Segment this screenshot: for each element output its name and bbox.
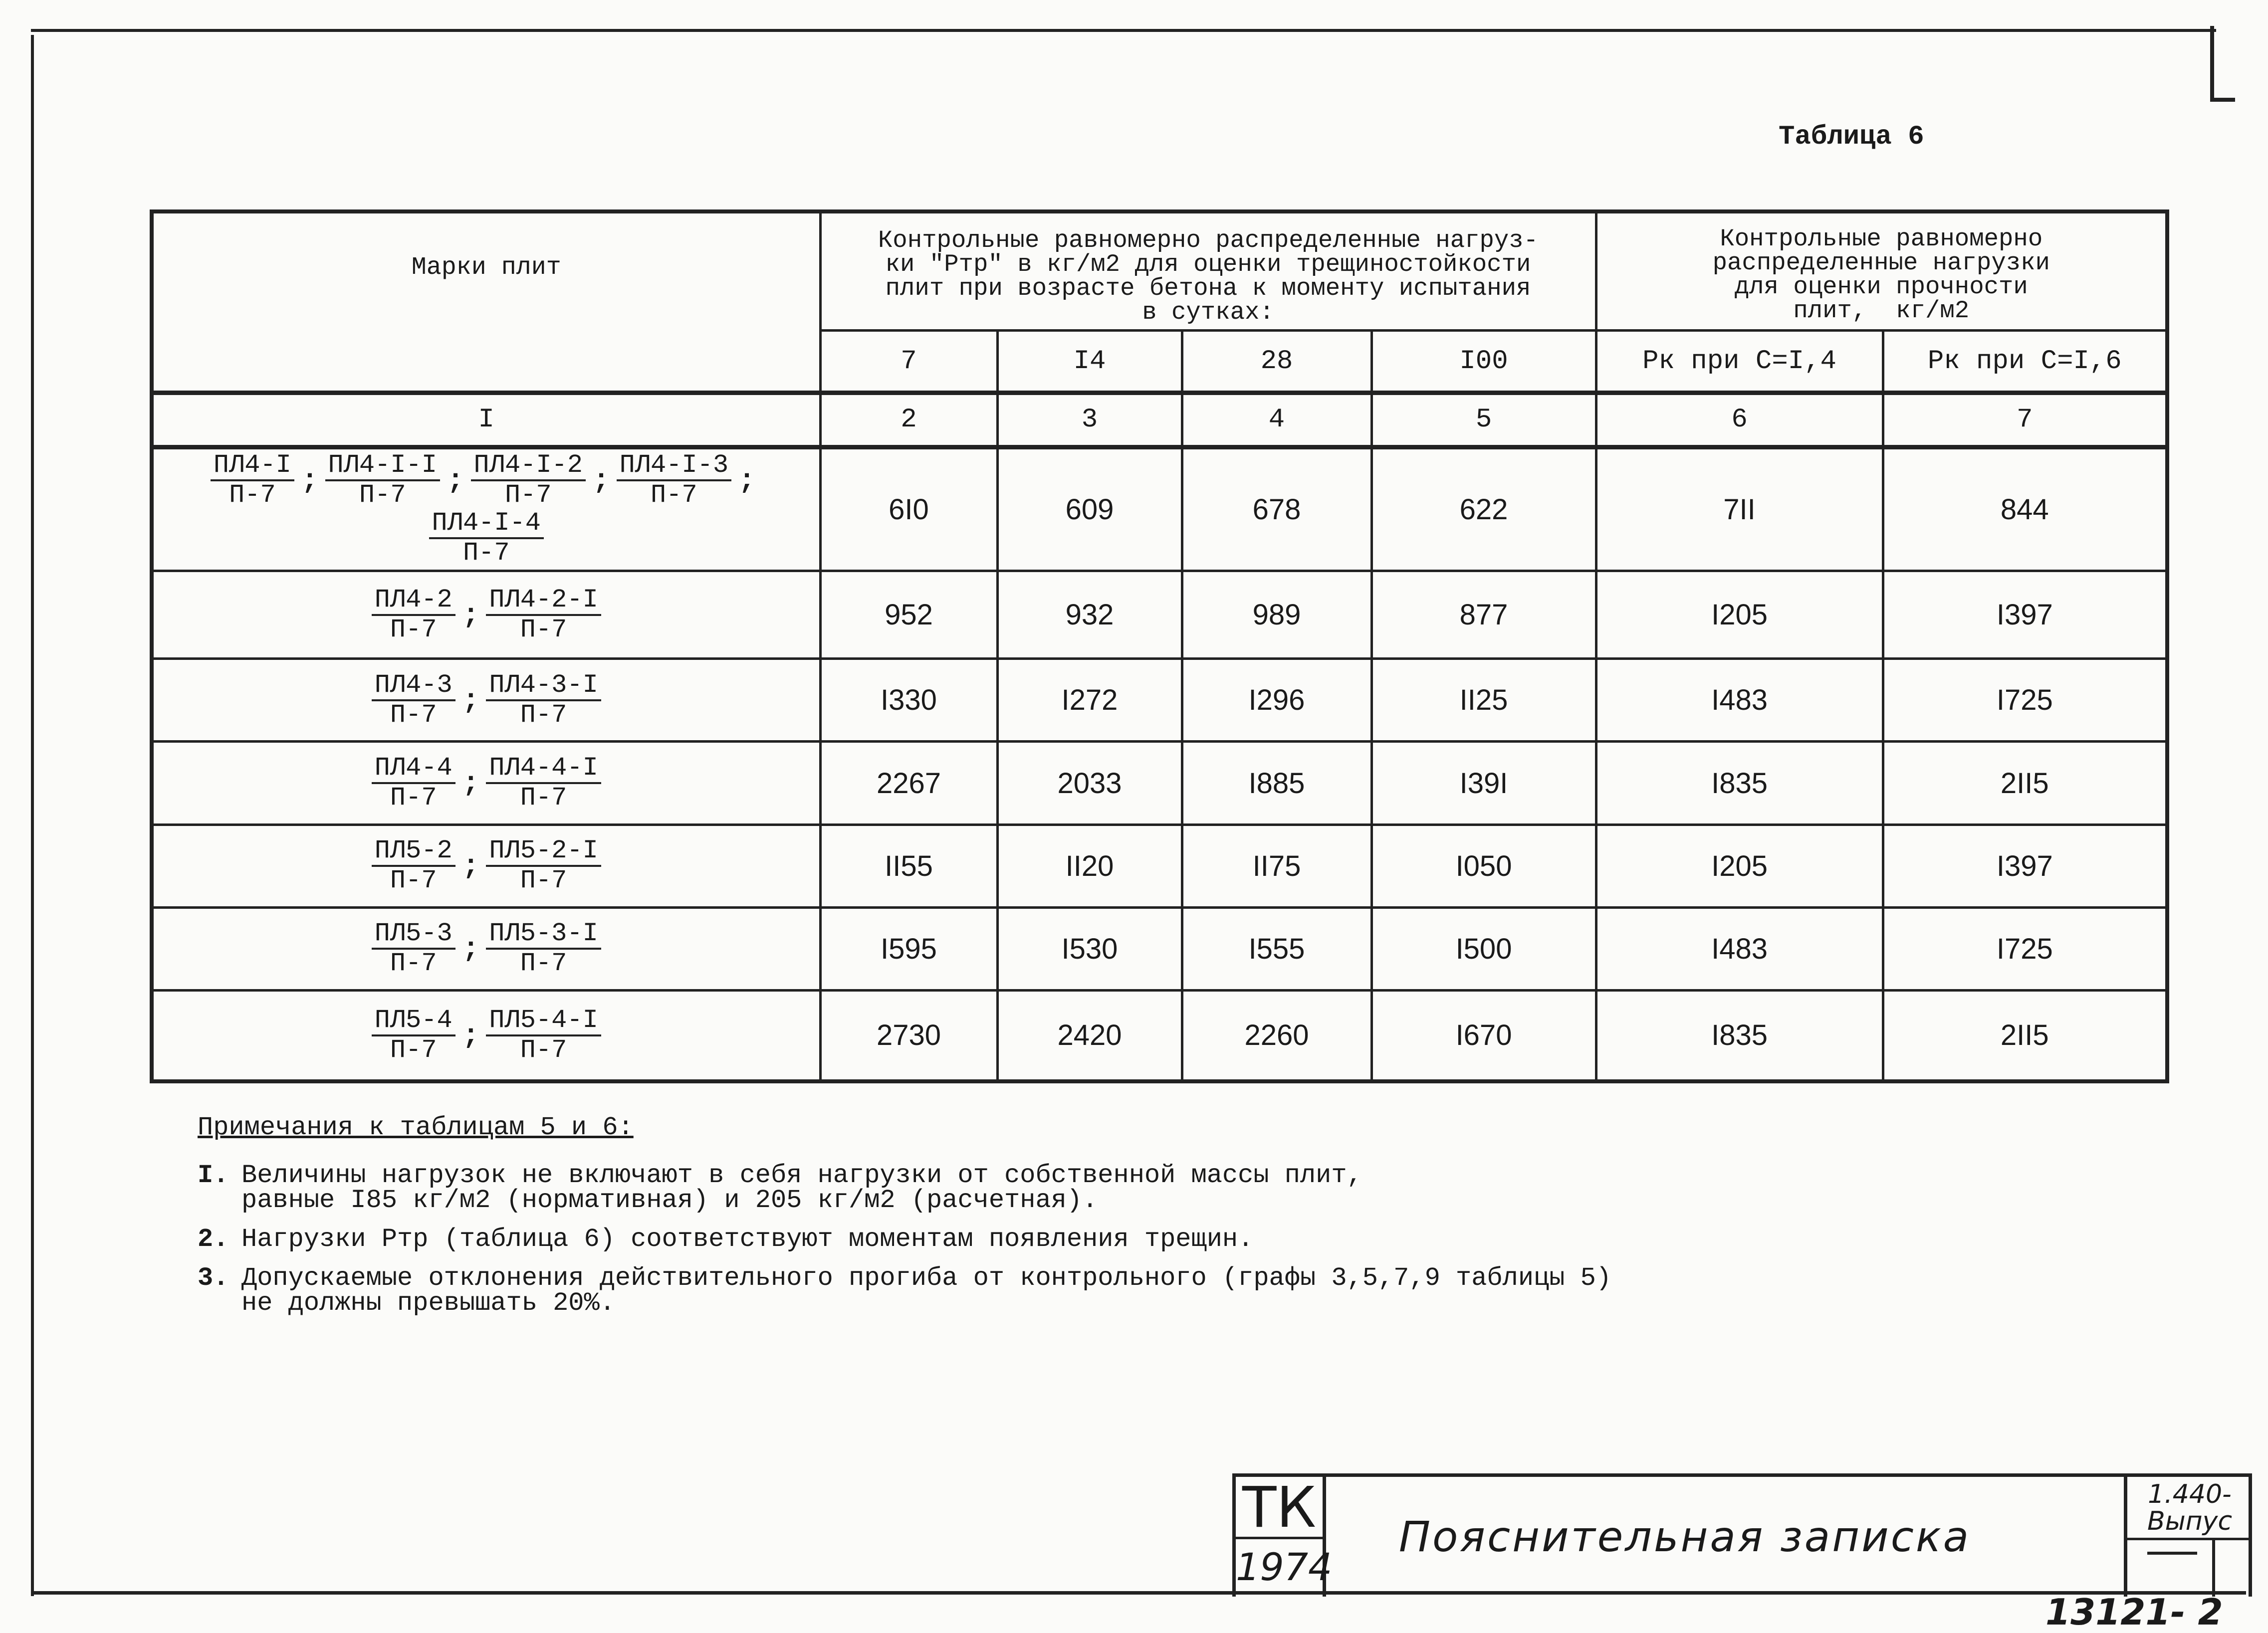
column-number: 2	[820, 393, 997, 447]
load-value: 952	[820, 571, 997, 658]
brand-fraction	[429, 509, 544, 567]
load-value: 2267	[820, 742, 997, 824]
load-value: 2420	[997, 990, 1182, 1081]
load-value: 678	[1182, 447, 1371, 571]
load-value: 6I0	[820, 447, 997, 571]
corner-mark	[2210, 26, 2214, 102]
load-value: I330	[820, 659, 997, 742]
load-value: 2730	[820, 990, 997, 1081]
brand-mark: ПЛ4-2	[372, 586, 455, 616]
load-value: I835	[1596, 742, 1883, 824]
brand-cell	[152, 907, 820, 990]
brand-cell	[152, 742, 820, 824]
series-divider	[2127, 1538, 2252, 1540]
table-row	[152, 447, 2167, 571]
brand-fraction	[471, 451, 586, 509]
frame-top-line	[31, 29, 2216, 32]
note-item	[198, 1163, 1611, 1213]
note-text: Нагрузки Ртр (таблица 6) соответствуют моментам появления трещин.	[241, 1225, 1254, 1254]
column-number: 6	[1596, 393, 1883, 447]
load-value: I296	[1182, 659, 1371, 742]
load-value: I050	[1371, 824, 1596, 907]
load-value: 2033	[997, 742, 1182, 824]
load-value: II55	[820, 824, 997, 907]
brand-fraction	[372, 837, 455, 895]
brand-series: П-7	[359, 480, 406, 510]
header-pk-c14: Рк при С=I,4	[1596, 331, 1883, 393]
brand-mark: ПЛ5-3-I	[486, 920, 601, 950]
table-row	[152, 824, 2167, 907]
header-pk-c16: Рк при С=I,6	[1883, 331, 2167, 393]
load-value: I725	[1883, 659, 2167, 742]
brand-mark: ПЛ4-I-3	[617, 451, 731, 481]
brand-mark: ПЛ4-2-I	[486, 586, 601, 616]
brand-mark: ПЛ4-I	[211, 451, 294, 481]
sheet-divider	[2212, 1539, 2215, 1597]
archive-number: 13121- 2	[2045, 1591, 2223, 1633]
table-row	[152, 571, 2167, 658]
brand-fraction	[486, 837, 601, 895]
load-value: II20	[997, 824, 1182, 907]
table-row	[152, 742, 2167, 824]
brand-series: П-7	[520, 866, 567, 896]
header-crack-resistance: Контрольные равномерно распределенные нагруз- ки "Ртр" в кг/м2 для оценки трещиностойкости плит при возрасте бетона к моменту испытания в сутках:	[820, 211, 1596, 331]
column-number: 3	[997, 393, 1182, 447]
brand-fraction	[372, 920, 455, 978]
brand-mark: ПЛ4-I-2	[471, 451, 586, 481]
title-block-series	[2124, 1477, 2252, 1597]
notes-title: Примечания к таблицам 5 и 6:	[198, 1113, 634, 1142]
brand-series: П-7	[390, 783, 437, 813]
brand-series: П-7	[520, 949, 567, 979]
title-block	[1232, 1473, 2252, 1597]
brand-fraction	[372, 1007, 455, 1064]
load-value: I272	[997, 659, 1182, 742]
brand-cell	[152, 447, 820, 571]
load-value: 989	[1182, 571, 1371, 658]
load-value: II75	[1182, 824, 1371, 907]
load-value: I835	[1596, 990, 1883, 1081]
brand-series: П-7	[462, 538, 510, 568]
stamp-org: ТК	[1236, 1477, 1323, 1539]
stamp-series: 1.440- Выпус	[2147, 1479, 2233, 1536]
brand-cell	[152, 990, 820, 1081]
load-value: 877	[1371, 571, 1596, 658]
notes-section	[198, 1115, 1611, 1330]
column-number: 7	[1883, 393, 2167, 447]
brand-fraction	[486, 754, 601, 812]
brand-fraction	[486, 920, 601, 978]
brand-mark: ПЛ4-I-I	[325, 451, 440, 481]
load-value: I555	[1182, 907, 1371, 990]
load-value: I483	[1596, 907, 1883, 990]
brand-fraction	[211, 451, 294, 509]
load-value: 844	[1883, 447, 2167, 571]
table-row	[152, 907, 2167, 990]
brand-series: П-7	[390, 949, 437, 979]
brand-separator: ;	[462, 767, 479, 800]
brand-cell	[152, 571, 820, 658]
brand-series: П-7	[504, 480, 552, 510]
brand-series: П-7	[520, 700, 567, 730]
brand-mark: ПЛ4-4-I	[486, 754, 601, 784]
load-value: I885	[1182, 742, 1371, 824]
load-value: 2II5	[1883, 742, 2167, 824]
note-number: 3.	[198, 1263, 229, 1293]
load-value: 932	[997, 571, 1182, 658]
brand-series: П-7	[520, 614, 567, 644]
brand-separator: ;	[462, 684, 479, 716]
brand-separator: ;	[738, 464, 755, 497]
brand-fraction	[372, 754, 455, 812]
load-value: I205	[1596, 571, 1883, 658]
stamp-document-name: Пояснительная записка	[1398, 1512, 1971, 1561]
load-value: I670	[1371, 990, 1596, 1081]
column-number: 4	[1182, 393, 1371, 447]
note-number: 2.	[198, 1225, 229, 1254]
brand-fraction	[486, 586, 601, 644]
note-text: Допускаемые отклонения действительного прогиба от контрольного (графы 3,5,7,9 таблицы 5) не должны превышать 20%.	[241, 1263, 1612, 1318]
brand-series: П-7	[390, 614, 437, 644]
brand-mark: ПЛ4-4	[372, 754, 455, 784]
sheet-dash	[2147, 1552, 2197, 1555]
header-age-28: 28	[1182, 331, 1371, 393]
brand-series: П-7	[651, 480, 697, 510]
brand-series: П-7	[390, 1035, 437, 1065]
column-numbers-row	[152, 393, 2167, 447]
column-number: I	[152, 393, 820, 447]
load-value: I725	[1883, 907, 2167, 990]
header-strength: Контрольные равномерно распределенные нагрузки для оценки прочности плит, кг/м2	[1596, 211, 2167, 331]
load-value: 2260	[1182, 990, 1371, 1081]
header-age-7: 7	[820, 331, 997, 393]
load-value: I397	[1883, 824, 2167, 907]
brand-mark: ПЛ4-3	[372, 671, 455, 701]
frame-left-line	[31, 35, 34, 1596]
title-block-code	[1236, 1475, 1333, 1597]
brand-series: П-7	[520, 783, 567, 813]
brand-mark: ПЛ4-I-4	[429, 509, 544, 539]
load-value: I483	[1596, 659, 1883, 742]
note-item	[198, 1263, 1612, 1318]
load-value: 622	[1371, 447, 1596, 571]
brand-mark: ПЛ5-2-I	[486, 837, 601, 867]
header-brands: Марки плит	[152, 211, 820, 393]
note-item	[198, 1227, 1611, 1252]
brand-separator: ;	[592, 464, 610, 497]
brand-fraction	[372, 671, 455, 729]
brand-fraction	[486, 1007, 601, 1064]
brand-fraction	[372, 586, 455, 644]
load-value: I500	[1371, 907, 1596, 990]
header-age-100: I00	[1371, 331, 1596, 393]
brand-cell	[152, 659, 820, 742]
brand-separator: ;	[462, 1019, 479, 1051]
table-row	[152, 659, 2167, 742]
brand-mark: ПЛ5-2	[372, 837, 455, 867]
load-value: I397	[1883, 571, 2167, 658]
table-title: Таблица 6	[1779, 122, 1924, 152]
brand-series: П-7	[229, 480, 276, 510]
brand-separator: ;	[462, 599, 479, 631]
brand-fraction	[486, 671, 601, 729]
table-row	[152, 990, 2167, 1081]
brand-mark: ПЛ4-3-I	[486, 671, 601, 701]
brand-separator: ;	[462, 933, 479, 965]
corner-mark-foot	[2210, 98, 2235, 102]
brand-fraction	[617, 451, 731, 509]
brand-separator: ;	[462, 850, 479, 882]
brand-separator: ;	[447, 464, 464, 497]
brand-mark: ПЛ5-3	[372, 920, 455, 950]
column-number: 5	[1371, 393, 1596, 447]
note-number: I.	[198, 1161, 229, 1190]
load-value: II25	[1371, 659, 1596, 742]
load-value: 2II5	[1883, 990, 2167, 1081]
brand-series: П-7	[390, 700, 437, 730]
brand-mark: ПЛ5-4-I	[486, 1007, 601, 1036]
brand-mark: ПЛ5-4	[372, 1007, 455, 1036]
brand-series: П-7	[520, 1035, 567, 1065]
header-age-14: I4	[997, 331, 1182, 393]
load-value: I595	[820, 907, 997, 990]
note-text: Величины нагрузок не включают в себя нагрузки от собственной массы плит, равные I85 кг/м2 (нормативная) и 205 кг/м2 (расчетная).	[241, 1161, 1362, 1215]
loads-table	[150, 209, 2169, 1083]
table-body	[152, 447, 2167, 1081]
stamp-year: 1974	[1236, 1545, 1333, 1589]
load-value: 609	[997, 447, 1182, 571]
load-value: I530	[997, 907, 1182, 990]
brand-cell	[152, 824, 820, 907]
brand-series: П-7	[390, 866, 437, 896]
brand-separator: ;	[301, 464, 318, 497]
load-value: I39I	[1371, 742, 1596, 824]
load-value: I205	[1596, 824, 1883, 907]
brand-fraction	[325, 451, 440, 509]
load-value: 7II	[1596, 447, 1883, 571]
